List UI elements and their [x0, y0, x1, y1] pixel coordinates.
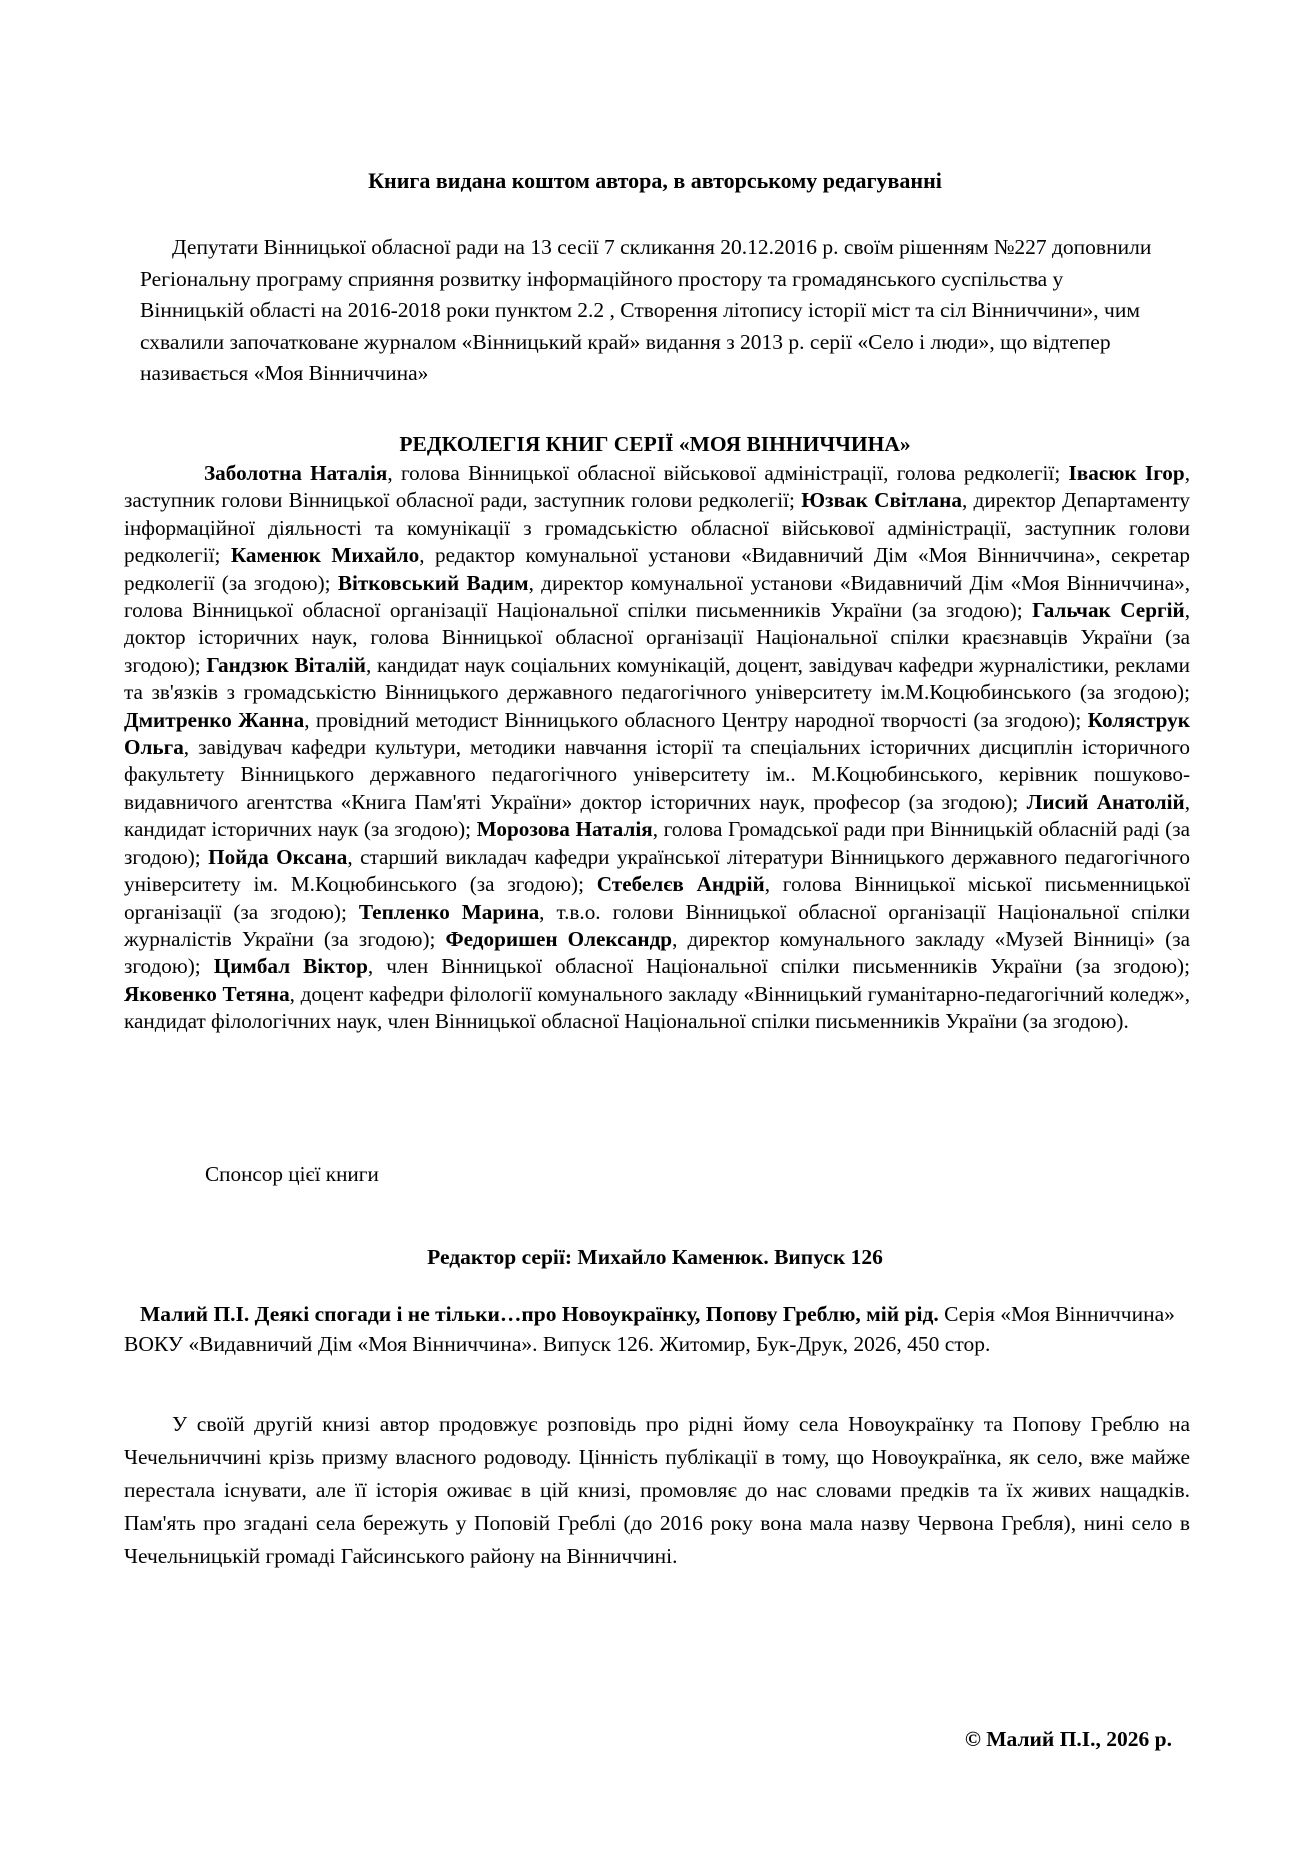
board-member-name: Лисий Анатолій [1026, 789, 1185, 814]
board-member-role: , т.в.о. голови Вінницької обласної організації Національної спілки журналістів України (за згодою); [124, 899, 1191, 951]
board-member-name: Гальчак Сергій [1032, 598, 1185, 623]
board-member-name: Тепленко Марина [358, 899, 540, 924]
board-member-name: Івасюк Ігор [1068, 461, 1185, 485]
board-member-role: , завідувач кафедри культури, методики навчання історії та спеціальних історичних дисциплін історичного факультету Вінницького державного педагогічного університету ім.. М.Коцюбинського, керівник пошуково-видавничого агентства «Книга Пам'яті України» доктор історичних наук, професор (за згодою); [124, 735, 1190, 814]
board-member-role: , директор комунальної установи «Видавничий Дім «Моя Вінниччина», голова Вінницької обласної організації Національної спілки письменників України (за згодою); [124, 570, 1190, 623]
board-member-name: Заболотна Наталія [204, 461, 388, 485]
board-member-role: , голова Вінницької обласної військової адміністрації, голова редколегії; [387, 461, 1069, 485]
board-member-name: Цимбал Віктор [213, 954, 368, 979]
board-member-role: , директор комунального закладу «Музей Вінниці» (за згодою); [124, 926, 1191, 979]
board-member-name: Яковенко Тетяна [124, 981, 290, 1006]
board-member-role: , доктор історичних наук, голова Вінницької обласної організації Національної спілки краєзнавців України (за згодою); [124, 598, 1190, 677]
board-member-role: , редактор комунальної установи «Видавничий Дім «Моя Вінниччина», секретар редколегії (за згодою); [124, 543, 1191, 595]
sponsor-line: Спонсор цієї книги [205, 1162, 379, 1186]
board-member-name: Федоришен Олександр [445, 926, 673, 951]
board-member-role: , старший викладач кафедри української літератури Вінницького державного педагогічного університету ім. М.Коцюбинського (за згодою); [124, 844, 1190, 897]
bibliographic-title: Малий П.І. Деякі спогади і не тільки…про Новоукраїнку, Попову Греблю, мій рід. [140, 1302, 939, 1326]
board-member-role: , заступник голови Вінницької обласної ради, заступник голови редколегії; [124, 461, 1190, 513]
board-member-role: , кандидат історичних наук (за згодою); [124, 789, 1190, 842]
abstract-paragraph: У своїй другій книзі автор продовжує розповідь про рідні йому села Новоукраїнку та Попову Греблю на Чечельниччині крізь призму власного родоводу. Цінність публікації в тому, що Новоукраїнка, як село, вже майже перестала існувати, але її історія оживає в цій книзі, промовляє до нас словами предків та їх живих нащадків. Пам'ять про згадані села бережуть у Поповій Греблі (до 2016 року вона мала назву Червона Гребля), нині село в Чечельницькій громаді Гайсинського району на Вінниччині. [124, 1412, 1190, 1568]
bibliographic-description [124, 1300, 1190, 1359]
board-member-name: Гандзюк Віталій [206, 652, 366, 677]
board-member-name: Морозова Наталія [476, 817, 653, 842]
bibliographic-details: Серія «Моя Вінниччина» ВОКУ «Видавничий Дім «Моя Вінниччина». Випуск 126. Житомир, Бук-Друк, 2026, 450 стор. [124, 1302, 1175, 1356]
board-member-name: Коляструк Ольга [124, 707, 1190, 760]
board-member-name: Дмитренко Жанна [124, 707, 305, 732]
board-member-role: , член Вінницької обласної Національної спілки письменників України (за згодою); [367, 954, 1190, 979]
board-member-role: , доцент кафедри філології комунального закладу «Вінницький гуманітарно-педагогічний коледж», кандидат філологічних наук, член Вінницької обласної Національної спілки письменників України (за згодою). [124, 981, 1190, 1034]
board-member-role: , директор Департаменту інформаційної діяльності та комунікації з громадськістю обласної військової адміністрації, заступник голови редколегії; [124, 488, 1190, 568]
board-member-role: , кандидат наук соціальних комунікацій, доцент, завідувач кафедри журналістики, реклами та зв'язків з громадськістю Вінницького державного педагогічного університету ім.М.Коцюбинського (за згодою); [124, 652, 1190, 705]
board-member-name: Вітковський Вадим [337, 570, 529, 595]
page-title: Книга видана коштом автора, в авторському редагуванні [368, 168, 942, 193]
board-member-role: , голова Громадської ради при Вінницькій обласній раді (за згодою); [124, 817, 1190, 869]
editorial-board-heading: РЕДКОЛЕГІЯ КНИГ СЕРІЇ «МОЯ ВІННИЧЧИНА» [399, 432, 911, 456]
board-member-role: , голова Вінницької міської письменницької організації (за згодою); [124, 872, 1190, 924]
board-member-role: , провідний методист Вінницького обласного Центру народної творчості (за згодою); [304, 707, 1088, 732]
intro-paragraph: Депутати Вінницької обласної ради на 13 сесії 7 скликання 20.12.2016 р. своїм рішенням №227 доповнили Регіональну програму сприяння розвитку інформаційного простору та громадянського суспільства у Вінницькій області на 2016-2018 роки пунктом 2.2 , Створення літопису історії міст та сіл Вінниччини», чим схвалили започатковане журналом «Вінницький край» видання з 2013 р. серії «Село і люди», що відтепер називається «Моя Вінниччина» [140, 235, 1152, 385]
board-member-name: Пойда Оксана [208, 844, 348, 869]
copyright-line: © Малий П.І., 2026 р. [964, 1727, 1172, 1751]
editorial-board-list [124, 460, 1190, 1036]
board-member-name: Каменюк Михайло [230, 543, 420, 568]
board-member-name: Стебелєв Андрій [596, 872, 765, 897]
board-member-name: Юзвак Світлана [801, 488, 962, 513]
series-editor-line: Редактор серії: Михайло Каменюк. Випуск 126 [427, 1245, 883, 1269]
